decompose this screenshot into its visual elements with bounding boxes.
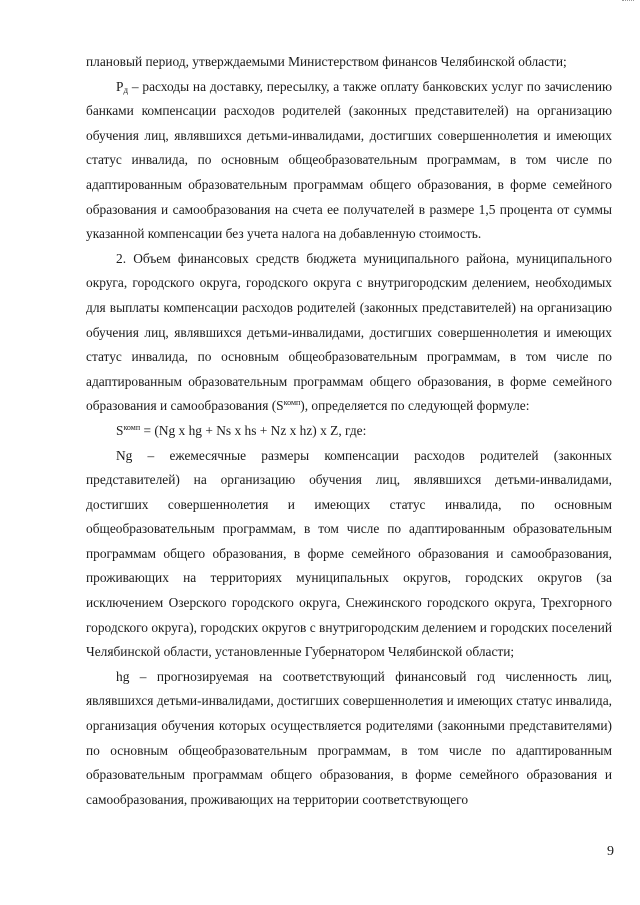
paragraph-text-after: ), определяется по следующей формуле:	[300, 398, 530, 414]
paragraph-text: Ng – ежемесячные размеры компенсации расходов родителей (законных представителей) на организацию обучения лиц, являвшихся детьми-инвалидами, достигших совершеннолетия и имеющих статус инвалида, по основным общеобразовательным программам, в том числе по адаптированным образовательным программам общего образования, в форме семейного образования и самообразования, проживающих на территориях муниципальных округов, городских округов (за исключением Озерского городского округа, Снежинского городского округа, Трехгорного городского округа), городских округов с внутригородским делением и городских поселений Челябинской области, установленные Губернатором Челябинской области;	[86, 447, 612, 660]
formula-expression: = (Ng x hg + Ns x hs + Nz x hz) x Z, где:	[140, 422, 367, 438]
paragraph-continuation	[86, 50, 612, 75]
paragraph-text: – расходы на доставку, пересылку, а также оплату банковских услуг по зачислению банками компенсации расходов родителей (законных представителей) на организацию обучения лиц, являвшихся детьми-инвалидами, достигших совершеннолетия и имеющих статус инвалида, по основным общеобразовательным программам, в том числе по адаптированным образовательным программам общего образования, в форме семейного образования и самообразования на счета ее получателей в размере 1,5 процента от суммы указанной компенсации без учета налога на добавленную стоимость.	[86, 78, 612, 242]
symbol-letter: Р	[116, 78, 124, 94]
paragraph-text: hg – прогнозируемая на соответствующий финансовый год численность лиц, являвшихся детьми-инвалидами, достигших совершеннолетия и имеющих статус инвалида, организация обучения которых осуществляется родителями (законными представителями) по основным общеобразовательным программам, в том числе по адаптированным образовательным программам общего образования, в форме семейного образования и самообразования, проживающих на территории соответствующего	[86, 668, 612, 807]
paragraph-item-2	[86, 247, 612, 419]
scan-corner-mark	[622, 0, 634, 2]
paragraph-text: плановый период, утверждаемыми Министерством финансов Челябинской области;	[86, 54, 567, 69]
formula-symbol: S	[116, 422, 124, 438]
superscript-komp: комп	[283, 398, 301, 408]
symbol-rd	[116, 79, 128, 94]
paragraph-hg-definition	[86, 665, 612, 813]
page-number: 9	[607, 844, 614, 859]
formula	[86, 419, 612, 444]
symbol-subscript: д	[123, 84, 129, 95]
paragraph-delivery-costs	[86, 75, 612, 247]
paragraph-text: 2. Объем финансовых средств бюджета муниципального района, муниципального округа, городского округа, городского округа с внутригородским делением, необходимых для выплаты компенсации расходов родителей (законных представителей) на организацию обучения лиц, являвшихся детьми-инвалидами, достигших совершеннолетия и имеющих статус инвалида, по основным общеобразовательным программам, в том числе по адаптированным образовательным программам общего образования, в форме семейного образования и самообразования (S	[86, 250, 612, 414]
formula-superscript: комп	[123, 422, 141, 432]
document-body	[86, 50, 612, 812]
paragraph-ng-definition	[86, 444, 612, 665]
